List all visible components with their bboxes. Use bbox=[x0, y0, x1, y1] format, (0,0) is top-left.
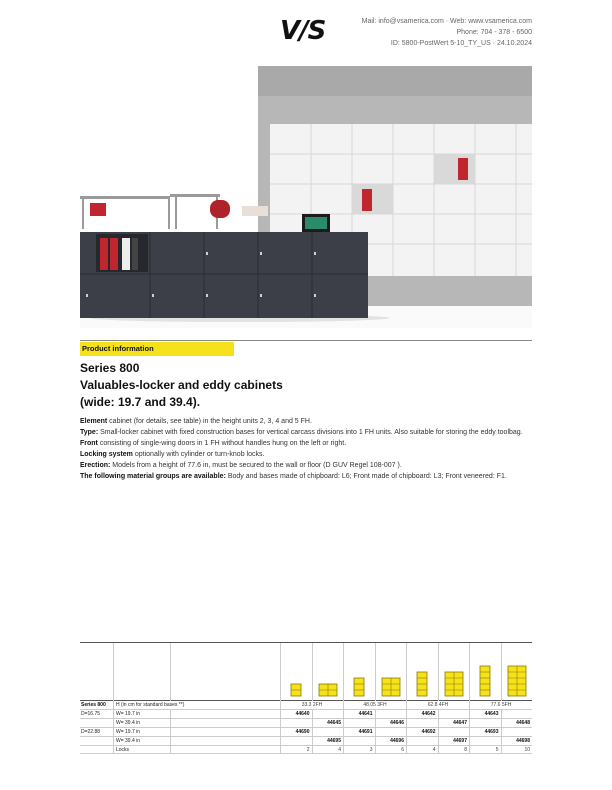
contact-phone: Phone: 704 - 378 - 6500 bbox=[456, 29, 532, 36]
desc-text: cabinet (for details, see table) in the height units 2, 3, 4 and 5 FH. bbox=[107, 418, 312, 425]
desc-text: consisting of single-wing doors in 1 FH without handles hung on the left or right. bbox=[97, 440, 347, 447]
article-number: 44690 bbox=[280, 728, 312, 736]
cabinet-diagram-row bbox=[80, 642, 532, 700]
width-cell: W= 39.4 in bbox=[113, 719, 170, 727]
contact-mail-web: Mail: info@vsamerica.com · Web: www.vsamerica.com bbox=[361, 18, 532, 25]
locks-count: 2 bbox=[280, 746, 312, 753]
article-number: 44641 bbox=[343, 710, 375, 718]
article-number bbox=[280, 737, 312, 745]
desc-front bbox=[80, 438, 532, 449]
depth-cell bbox=[80, 719, 113, 727]
depth-cell bbox=[80, 737, 113, 745]
desc-text: Body and bases made of chipboard: L6; Front made of chipboard: L3; Front veneered: F1. bbox=[225, 473, 507, 480]
blank-cell bbox=[113, 643, 170, 701]
article-number bbox=[406, 719, 438, 727]
page-header bbox=[0, 0, 612, 60]
blank-cell bbox=[170, 710, 280, 718]
article-number bbox=[343, 719, 375, 727]
table-row bbox=[80, 718, 532, 727]
article-number bbox=[438, 728, 470, 736]
width-cell: W= 19.7 in bbox=[113, 710, 170, 718]
article-number bbox=[312, 728, 344, 736]
table-row bbox=[80, 736, 532, 745]
product-information-label: Product information bbox=[80, 342, 234, 356]
article-number bbox=[406, 737, 438, 745]
article-number: 44692 bbox=[406, 728, 438, 736]
article-number: 44648 bbox=[501, 719, 533, 727]
desc-element bbox=[80, 416, 532, 427]
cabinet-diagram-2fh-wide bbox=[312, 643, 344, 701]
height-value: 33.3 bbox=[301, 702, 312, 708]
height-unit: 2FH bbox=[312, 702, 323, 708]
article-number: 44698 bbox=[501, 737, 533, 745]
locks-count: 6 bbox=[375, 746, 407, 753]
cabinet-diagram-4fh-narrow bbox=[406, 643, 438, 701]
table-row bbox=[80, 709, 532, 718]
locks-count: 4 bbox=[312, 746, 344, 753]
locks-count: 5 bbox=[469, 746, 501, 753]
desc-text: optionally with cylinder or turn-knob locks. bbox=[132, 451, 265, 458]
cabinet-diagram-5fh-narrow bbox=[469, 643, 501, 701]
height-unit: 4FH bbox=[438, 702, 449, 708]
height-group-2fh bbox=[280, 701, 343, 709]
article-number: 44645 bbox=[312, 719, 344, 727]
product-description bbox=[80, 416, 532, 482]
table-header-row bbox=[80, 700, 532, 709]
cabinet-diagram-3fh-wide bbox=[375, 643, 407, 701]
article-number bbox=[312, 710, 344, 718]
height-group-4fh bbox=[406, 701, 469, 709]
product-photo-illustration bbox=[80, 66, 532, 328]
article-number: 44691 bbox=[343, 728, 375, 736]
cabinet-diagram-2fh-narrow bbox=[280, 643, 312, 701]
vs-logo: V/S bbox=[280, 16, 326, 46]
height-value: 48.05 bbox=[363, 702, 376, 708]
title-description: Valuables-locker and eddy cabinets bbox=[80, 378, 283, 392]
desc-label: Type: bbox=[80, 429, 99, 436]
blank-cell bbox=[170, 746, 280, 753]
series-label: Series 800 bbox=[81, 702, 106, 708]
desc-type bbox=[80, 427, 532, 438]
title-series: Series 800 bbox=[80, 361, 140, 375]
contact-info bbox=[362, 16, 532, 49]
height-group-5fh bbox=[469, 701, 532, 709]
article-number bbox=[469, 737, 501, 745]
article-number bbox=[280, 719, 312, 727]
table-row bbox=[80, 727, 532, 736]
title-width: (wide: 19.7 and 39.4). bbox=[80, 395, 201, 409]
blank-cell bbox=[170, 728, 280, 736]
desc-label: Front bbox=[80, 440, 98, 447]
document-id: ID: 5800-PostWert 5-10_TY_US · 24.10.2024 bbox=[390, 40, 532, 47]
locks-label: Locks bbox=[113, 746, 170, 753]
cabinet-diagram-3fh-narrow bbox=[343, 643, 375, 701]
article-number: 44642 bbox=[406, 710, 438, 718]
desc-text: Models from a height of 77.6 in, must be secured to the wall or floor (D GUV Regel 108-007 ). bbox=[110, 462, 402, 469]
product-photo bbox=[80, 66, 532, 328]
depth-cell: D=22.88 bbox=[81, 729, 101, 735]
height-group-3fh bbox=[343, 701, 406, 709]
article-number: 44640 bbox=[280, 710, 312, 718]
product-title bbox=[80, 360, 283, 411]
article-number: 44693 bbox=[469, 728, 501, 736]
blank-cell bbox=[170, 719, 280, 727]
product-table bbox=[80, 642, 532, 754]
locks-count: 10 bbox=[501, 746, 533, 753]
blank-cell bbox=[80, 746, 113, 753]
blank-cell bbox=[170, 737, 280, 745]
depth-cell: D=16.75 bbox=[81, 711, 101, 717]
desc-erection bbox=[80, 460, 532, 471]
width-cell: W= 39.4 in bbox=[113, 737, 170, 745]
article-number: 44647 bbox=[438, 719, 470, 727]
desc-label: Element bbox=[80, 418, 108, 425]
article-number bbox=[375, 728, 407, 736]
locks-count: 4 bbox=[406, 746, 438, 753]
article-number bbox=[375, 710, 407, 718]
blank-cell bbox=[80, 643, 113, 701]
width-cell: W= 19.7 in bbox=[113, 728, 170, 736]
height-unit: 5FH bbox=[501, 702, 512, 708]
desc-label: Locking system bbox=[80, 451, 133, 458]
article-number bbox=[438, 710, 470, 718]
section-divider bbox=[80, 340, 532, 341]
article-number bbox=[343, 737, 375, 745]
desc-label: Erection: bbox=[80, 462, 111, 469]
article-number bbox=[501, 710, 533, 718]
desc-materials bbox=[80, 471, 532, 482]
article-number: 44697 bbox=[438, 737, 470, 745]
article-number: 44696 bbox=[375, 737, 407, 745]
height-value: 62.8 bbox=[427, 702, 438, 708]
article-number: 44643 bbox=[469, 710, 501, 718]
article-number: 44695 bbox=[312, 737, 344, 745]
desc-label: The following material groups are available: bbox=[80, 473, 226, 480]
article-number bbox=[501, 728, 533, 736]
cabinet-diagram-4fh-wide bbox=[438, 643, 470, 701]
desc-text: Small-locker cabinet with fixed construction bases for vertical carcass divisions into 1 FH units. Also suitable for storing the eddy toolbag. bbox=[98, 429, 523, 436]
height-unit: 3FH bbox=[377, 702, 387, 708]
height-caption: H (in cm for standard bases **) bbox=[113, 701, 280, 709]
height-value: 77.6 bbox=[490, 702, 501, 708]
cabinet-diagram-5fh-wide bbox=[501, 643, 533, 701]
article-number bbox=[469, 719, 501, 727]
locks-count: 8 bbox=[438, 746, 470, 753]
desc-locking bbox=[80, 449, 532, 460]
blank-cell bbox=[170, 643, 280, 701]
article-number: 44646 bbox=[375, 719, 407, 727]
locks-row bbox=[80, 745, 532, 754]
locks-count: 3 bbox=[343, 746, 375, 753]
